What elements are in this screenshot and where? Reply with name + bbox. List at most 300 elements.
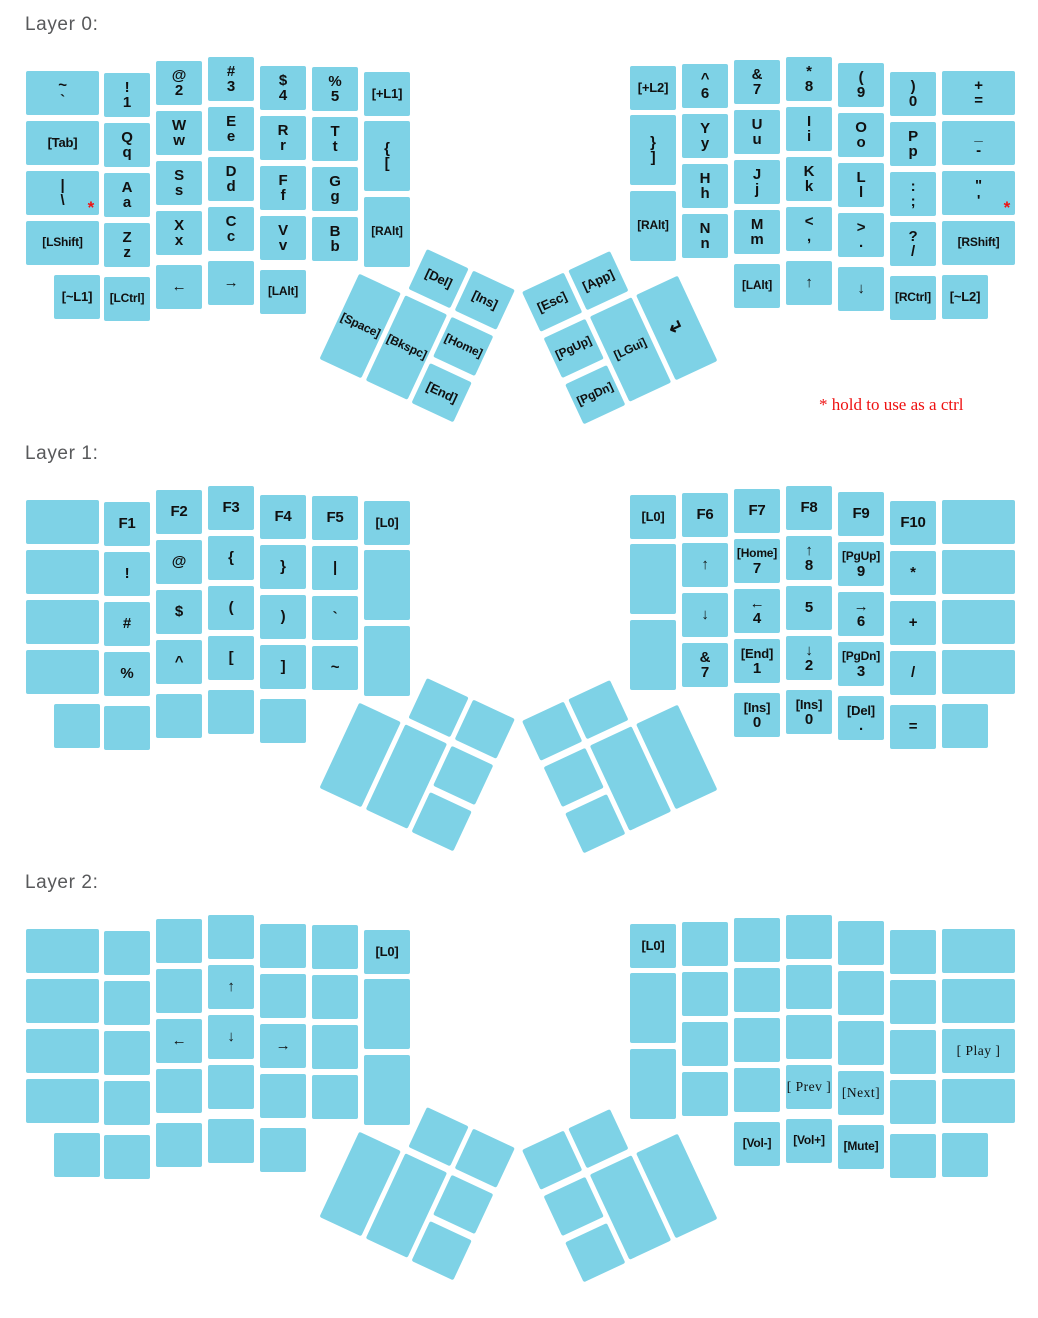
key-label: [End] — [740, 645, 774, 661]
key-label: , — [807, 228, 811, 245]
key-label: 7 — [752, 81, 762, 98]
key-l0 — [364, 930, 410, 974]
key-label: $ — [278, 71, 288, 89]
key-blank — [838, 921, 884, 965]
key-label: ↓ — [701, 606, 709, 624]
key-symbol — [208, 586, 254, 630]
key-label: \ — [60, 192, 65, 209]
key-label: ; — [910, 193, 916, 210]
key-blank — [942, 650, 1015, 694]
key-label: 6 — [856, 613, 866, 630]
key-label: [LShift] — [42, 235, 83, 250]
key-label: [PgDn] — [574, 379, 616, 409]
key-blank — [682, 972, 728, 1016]
key-home — [433, 317, 493, 376]
key-label: ` — [332, 609, 338, 627]
key-c-c — [208, 207, 254, 251]
key-symbol — [156, 540, 202, 584]
key-label: ↓ — [227, 1028, 235, 1046]
key-label: d — [226, 178, 236, 195]
key-left-arrow — [156, 1019, 202, 1063]
key-t-t — [312, 117, 358, 161]
key-blank — [942, 600, 1015, 644]
key-label: 2 — [804, 657, 814, 674]
key-label: = — [908, 718, 918, 736]
key-blank — [208, 915, 254, 959]
key-blank — [682, 1022, 728, 1066]
key-label: ↑ — [227, 978, 235, 996]
key-label: ^ — [700, 69, 710, 87]
key-label: r — [280, 137, 286, 154]
key-label: | — [60, 176, 65, 194]
key-label: p — [908, 143, 918, 160]
key-label: u — [752, 131, 762, 148]
ctrl-star-marker: * — [1003, 198, 1010, 217]
key-symbol — [260, 645, 306, 689]
key-label: i — [807, 128, 811, 145]
key-1 — [104, 73, 150, 117]
key-label: [Esc] — [534, 288, 570, 316]
key-label: [RCtrl] — [895, 290, 931, 305]
key-blank — [26, 650, 99, 694]
key-label: J — [752, 165, 762, 183]
key-l0 — [630, 924, 676, 968]
key-v-v — [260, 216, 306, 260]
key-blank — [26, 550, 99, 594]
key-label: F1 — [118, 515, 136, 533]
key-up-arrow — [208, 965, 254, 1009]
key-label: x — [174, 232, 184, 249]
key-blank — [734, 968, 780, 1012]
key-blank — [433, 746, 493, 805]
key-label: [~L1] — [61, 289, 93, 305]
key-label: [RAlt] — [371, 224, 403, 239]
key-ins — [455, 271, 515, 330]
key-label: ` — [60, 92, 65, 109]
key-label: * — [806, 62, 812, 80]
key-label: [ — [228, 649, 234, 667]
key-0 — [890, 72, 936, 116]
key-ins-0 — [734, 693, 780, 737]
key-label: 1 — [752, 660, 762, 677]
key-label: 8 — [804, 78, 814, 95]
key-down-arrow — [838, 267, 884, 311]
key-blank — [156, 694, 202, 738]
key-label: & — [751, 65, 763, 83]
key-blank — [942, 500, 1015, 544]
key-blank — [412, 792, 472, 851]
key-label: C — [225, 212, 237, 230]
key-label: → — [275, 1037, 291, 1055]
key-blank — [890, 930, 936, 974]
key-label: H — [699, 169, 711, 187]
key-label: t — [332, 138, 338, 155]
key-label: + — [974, 76, 983, 94]
key-label: ← — [749, 594, 765, 612]
key-label: v — [278, 237, 288, 254]
key-label: ] — [650, 149, 656, 166]
key-label: k — [804, 178, 814, 195]
key-l1 — [54, 275, 100, 319]
key-label: F3 — [222, 499, 240, 517]
key-blank — [260, 924, 306, 968]
key-label: + — [908, 614, 918, 632]
key-j-j — [734, 160, 780, 204]
key-label: y — [700, 135, 710, 152]
key-8 — [786, 57, 832, 101]
key-label: ~ — [330, 659, 340, 677]
key-label: N — [699, 219, 711, 237]
key-label: [ Play ] — [956, 1043, 1001, 1059]
key-blank — [104, 931, 150, 975]
key-symbol — [942, 71, 1015, 115]
key-blank — [260, 974, 306, 1018]
key-symbol — [890, 172, 936, 216]
key-symbol — [104, 602, 150, 646]
key-blank — [26, 600, 99, 644]
key-2 — [156, 61, 202, 105]
key-blank — [786, 965, 832, 1009]
key-label: . — [859, 234, 863, 251]
key-blank — [104, 1031, 150, 1075]
key-f9 — [838, 492, 884, 536]
key-label: L — [856, 168, 866, 186]
key-blank — [260, 1074, 306, 1118]
key-label: F10 — [900, 514, 926, 532]
key-del — [838, 696, 884, 740]
key-blank — [890, 1030, 936, 1074]
key-label: R — [277, 121, 289, 139]
key-a-a — [104, 173, 150, 217]
key-blank — [890, 1080, 936, 1124]
key-blank — [260, 699, 306, 743]
key-label: [~L2] — [949, 289, 981, 305]
key-end-1 — [734, 639, 780, 683]
key-blank — [786, 915, 832, 959]
key-blank — [734, 1068, 780, 1112]
key-7 — [734, 60, 780, 104]
key-i-i — [786, 107, 832, 151]
key-blank — [890, 980, 936, 1024]
key-label: [Tab] — [47, 135, 78, 151]
key-label: @ — [171, 553, 187, 571]
key-g-g — [312, 167, 358, 211]
key-u-u — [734, 110, 780, 154]
key-label: ← — [171, 278, 187, 296]
key-blank — [630, 620, 676, 690]
key-blank — [838, 1021, 884, 1065]
key-label: _ — [974, 126, 983, 144]
key-label: ) — [910, 77, 916, 95]
key-label: [Home] — [736, 545, 778, 560]
ctrl-hold-note: * hold to use as a ctrl — [819, 395, 964, 414]
key-symbol — [786, 207, 832, 251]
key-z-z — [104, 223, 150, 267]
key-blank — [260, 1128, 306, 1172]
key-label: 4 — [752, 610, 762, 627]
key-label: z — [123, 244, 131, 261]
key-blank — [312, 1025, 358, 1069]
key-blank — [104, 981, 150, 1025]
key-label: ↓ — [857, 280, 865, 298]
key-symbol — [312, 596, 358, 640]
key-label: [L0] — [641, 509, 665, 525]
key-label: 6 — [700, 85, 710, 102]
key-blank — [682, 1072, 728, 1116]
key-label: O — [855, 118, 867, 136]
key-label: 0 — [752, 714, 762, 731]
key-f1 — [104, 502, 150, 546]
key-label: { — [384, 139, 390, 157]
key-blank — [312, 1075, 358, 1119]
key-symbol — [890, 551, 936, 595]
key-6 — [682, 64, 728, 108]
key-label: E — [226, 112, 236, 130]
key-label: [L0] — [375, 944, 399, 960]
key-k-k — [786, 157, 832, 201]
key-label: 7 — [700, 664, 710, 681]
key-symbol — [208, 536, 254, 580]
key-label: [+L1] — [371, 86, 403, 102]
key-label: [App] — [580, 266, 617, 295]
key-blank — [630, 973, 676, 1043]
key-label: 0 — [908, 93, 918, 110]
key-label: ) — [280, 608, 286, 626]
key-symbol — [104, 552, 150, 596]
key-mute — [838, 1125, 884, 1169]
key-label: 1 — [122, 94, 132, 111]
key-label: > — [856, 218, 866, 236]
key-blank — [682, 922, 728, 966]
key-label: [Del] — [422, 265, 455, 292]
key-l0 — [364, 501, 410, 545]
key-blank — [54, 1133, 100, 1177]
key-l2 — [630, 66, 676, 110]
key-blank — [786, 1015, 832, 1059]
key-blank — [26, 1079, 99, 1123]
key-label: [Ins] — [469, 287, 501, 313]
key-blank — [156, 1069, 202, 1113]
key-label: Z — [122, 228, 132, 246]
key-lctrl — [104, 277, 150, 321]
key-label: I — [807, 112, 811, 130]
key-label: & — [699, 648, 711, 666]
key-p-p — [890, 122, 936, 166]
key-blank — [942, 1133, 988, 1177]
key-label: Y — [700, 119, 710, 137]
key-5 — [312, 67, 358, 111]
key-symbol — [312, 546, 358, 590]
key-f-f — [260, 166, 306, 210]
key-label: h — [700, 185, 710, 202]
key-label: [ Prev ] — [786, 1079, 832, 1095]
key-label: m — [750, 231, 764, 248]
key-ins-0 — [786, 690, 832, 734]
key-blank — [104, 706, 150, 750]
key-label: G — [329, 172, 341, 190]
key-play — [942, 1029, 1015, 1073]
key-label: - — [976, 142, 981, 159]
key-label: ↑ — [805, 541, 813, 559]
key-lshift — [26, 221, 99, 265]
key-f3 — [208, 486, 254, 530]
key-label: [Mute] — [843, 1139, 879, 1154]
key-label: = — [974, 92, 983, 109]
key-rshift — [942, 221, 1015, 265]
key-blank — [433, 1175, 493, 1234]
key-blank — [208, 1065, 254, 1109]
key-label: ( — [858, 68, 864, 86]
key-label: 3 — [856, 663, 866, 680]
key-symbol — [630, 115, 676, 185]
key-home-7 — [734, 539, 780, 583]
key-label: j — [755, 181, 759, 198]
key-label: " — [975, 176, 982, 194]
key-blank — [734, 1018, 780, 1062]
key-blank — [364, 550, 410, 620]
key-label: [Space] — [338, 310, 383, 341]
key-5 — [786, 586, 832, 630]
key-label: ] — [280, 658, 286, 676]
key-label: ↵ — [665, 315, 688, 340]
key-f8 — [786, 486, 832, 530]
key-label: 5 — [330, 88, 340, 105]
key-symbol — [838, 213, 884, 257]
key-label: M — [750, 215, 764, 233]
key-blank — [630, 1049, 676, 1119]
key-blank — [838, 971, 884, 1015]
key-o-o — [838, 113, 884, 157]
key-symbol — [26, 71, 99, 115]
key-label: % — [328, 72, 342, 90]
key-label: w — [173, 132, 185, 149]
key-label: [LCtrl] — [109, 291, 145, 306]
layer-title: Layer 1: — [25, 443, 99, 464]
key-l2 — [942, 275, 988, 319]
key-label: $ — [174, 603, 184, 621]
key-label: : — [910, 177, 916, 195]
key-label: 3 — [226, 78, 236, 95]
key-label: 9 — [856, 563, 866, 580]
key-symbol — [260, 545, 306, 589]
key-b-b — [312, 217, 358, 261]
key-symbol — [890, 705, 936, 749]
key-label: { — [228, 549, 234, 567]
key-label: [LAlt] — [741, 278, 773, 293]
key-f4 — [260, 495, 306, 539]
key-label: . — [859, 717, 863, 734]
key-blank — [26, 500, 99, 544]
key-label: [L0] — [641, 938, 665, 954]
key-label: ↑ — [805, 274, 813, 292]
key-label: F7 — [748, 502, 766, 520]
key-label: F5 — [326, 509, 344, 527]
key-vol — [734, 1122, 780, 1166]
key-label: V — [278, 221, 288, 239]
key-label: [Vol-] — [742, 1136, 772, 1151]
key-label: F — [278, 171, 288, 189]
key-label: c — [226, 228, 236, 245]
key-symbol — [260, 595, 306, 639]
key-label: [PgUp] — [553, 333, 594, 363]
key-label: F4 — [274, 508, 292, 526]
key-label: a — [122, 194, 132, 211]
key-blank — [890, 1134, 936, 1178]
key-4 — [734, 589, 780, 633]
key-label: Q — [121, 128, 133, 146]
key-ralt — [630, 191, 676, 261]
key-label: [Vol+] — [793, 1133, 825, 1148]
key-right-arrow — [260, 1024, 306, 1068]
key-label: f — [280, 187, 286, 204]
key-label: [L0] — [375, 515, 399, 531]
key-f2 — [156, 490, 202, 534]
key-symbol — [156, 640, 202, 684]
key-l0 — [630, 495, 676, 539]
key-blank — [942, 1079, 1015, 1123]
key-blank — [942, 550, 1015, 594]
key-down-arrow — [208, 1015, 254, 1059]
key-label: ? — [908, 227, 918, 245]
key-label: / — [911, 243, 915, 260]
key-label: ↓ — [805, 641, 813, 659]
key-label: ' — [976, 192, 981, 209]
key-blank — [364, 979, 410, 1049]
key-label: 8 — [804, 557, 814, 574]
key-9 — [838, 63, 884, 107]
key-up-arrow — [786, 261, 832, 305]
key-label: X — [174, 216, 184, 234]
key-l-l — [838, 163, 884, 207]
key-blank — [156, 919, 202, 963]
key-blank — [630, 544, 676, 614]
key-label: / — [911, 664, 915, 682]
key-blank — [942, 704, 988, 748]
key-symbol — [890, 601, 936, 645]
layer-title: Layer 2: — [25, 872, 99, 893]
key-x-x — [156, 211, 202, 255]
key-label: → — [853, 597, 869, 615]
key-blank — [208, 1119, 254, 1163]
key-label: W — [172, 116, 186, 134]
key-blank — [734, 918, 780, 962]
key-label: ( — [228, 599, 234, 617]
key-label: ↑ — [701, 556, 709, 574]
key-f7 — [734, 489, 780, 533]
key-label: o — [856, 134, 866, 151]
key-blank — [26, 979, 99, 1023]
key-label: [PgDn] — [841, 648, 881, 663]
key-label: e — [226, 128, 236, 145]
key-tab — [26, 121, 99, 165]
key-label: # — [122, 615, 132, 633]
key-blank — [104, 1081, 150, 1125]
layer-title: Layer 0: — [25, 14, 99, 35]
key-label: [Ins] — [795, 696, 823, 712]
key-symbol — [26, 171, 99, 215]
key-label: [ — [384, 155, 390, 172]
key-label: 4 — [278, 87, 288, 104]
key-s-s — [156, 161, 202, 205]
key-2 — [786, 636, 832, 680]
key-label: 0 — [804, 711, 814, 728]
key-end — [412, 363, 472, 422]
key-label: [Del] — [847, 702, 875, 718]
key-label: ~ — [58, 76, 67, 94]
key-blank — [54, 704, 100, 748]
key-label: n — [700, 235, 710, 252]
key-down-arrow — [682, 593, 728, 637]
